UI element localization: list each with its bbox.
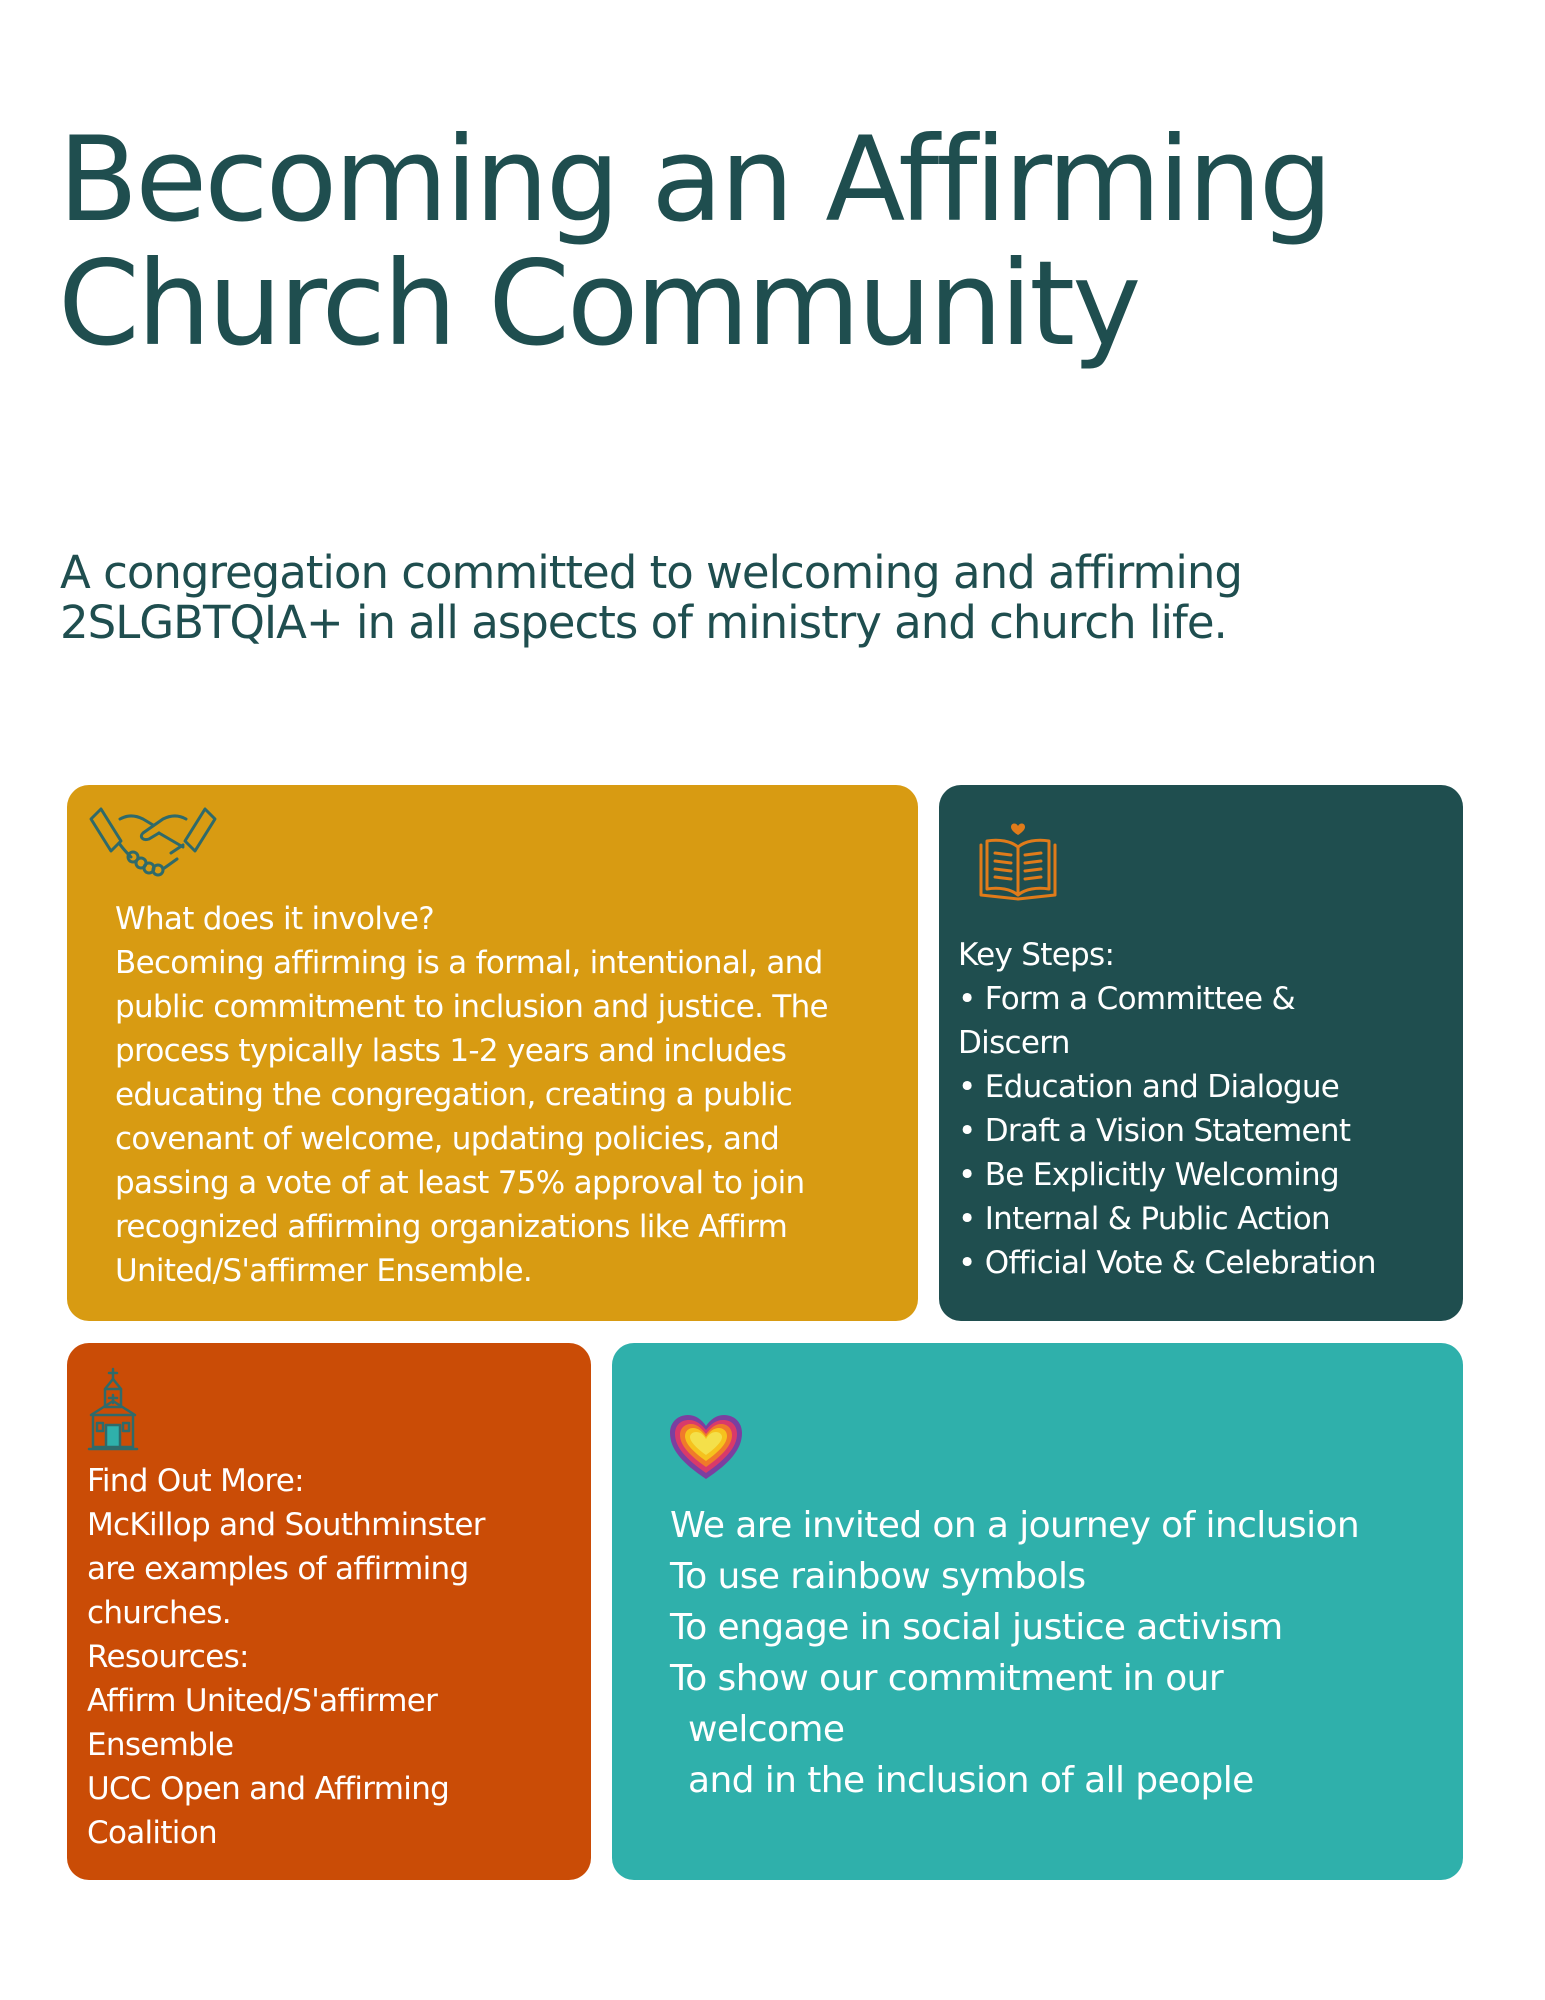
page-subtitle (60, 548, 1500, 648)
involve-text (115, 897, 828, 1293)
more-link: UCC Open and Affirming (87, 1771, 450, 1807)
find-out-more-card (67, 1343, 591, 1880)
journey-line: welcome (688, 1709, 845, 1750)
involve-line: educating the congregation, creating a public (115, 1077, 793, 1113)
steps-item: • Be Explicitly Welcoming (958, 1157, 1339, 1193)
involve-line: passing a vote of at least 75% approval to join (115, 1165, 805, 1201)
journey-line: To show our commitment in our (670, 1658, 1224, 1699)
involve-card (67, 785, 918, 1321)
steps-item: • Form a Committee & (958, 981, 1296, 1017)
involve-heading: What does it involve? (115, 901, 435, 937)
involve-line: Becoming affirming is a formal, intentional, and (115, 945, 823, 981)
title-line: Church Community (58, 235, 1139, 372)
key-steps-card (939, 785, 1463, 1321)
church-icon (87, 1367, 139, 1451)
subtitle-line: A congregation committed to welcoming and affirming (60, 546, 1242, 599)
journey-card (612, 1343, 1463, 1880)
more-heading: Resources: (87, 1639, 249, 1675)
title-line: Becoming an Affirming (58, 111, 1330, 248)
journey-line: To use rainbow symbols (670, 1556, 1086, 1597)
rainbow-heart-icon (668, 1413, 744, 1481)
steps-item: • Draft a Vision Statement (958, 1113, 1351, 1149)
involve-line: United/S'affirmer Ensemble. (115, 1253, 532, 1289)
steps-item: • Internal & Public Action (958, 1201, 1330, 1237)
involve-line: process typically lasts 1-2 years and includes (115, 1033, 787, 1069)
more-line: are examples of affirming (87, 1551, 469, 1587)
steps-item: • Official Vote & Celebration (958, 1245, 1376, 1281)
involve-line: recognized affirming organizations like Affirm (115, 1209, 788, 1245)
steps-text (958, 933, 1376, 1285)
handshake-icon (87, 799, 219, 879)
steps-item: Discern (958, 1025, 1070, 1061)
more-line: churches. (87, 1595, 231, 1631)
journey-line: To engage in social justice activism (670, 1607, 1283, 1648)
more-line: McKillop and Southminster (87, 1507, 485, 1543)
page-title (58, 111, 1518, 372)
open-book-heart-icon (975, 821, 1061, 907)
steps-heading: Key Steps: (958, 937, 1115, 973)
involve-line: public commitment to inclusion and justice. The (115, 989, 828, 1025)
more-link: Ensemble (87, 1727, 234, 1763)
subtitle-line: 2SLGBTQIA+ in all aspects of ministry and church life. (60, 596, 1227, 649)
more-link: Affirm United/S'affirmer (87, 1683, 438, 1719)
journey-line: and in the inclusion of all people (688, 1760, 1254, 1801)
involve-line: covenant of welcome, updating policies, and (115, 1121, 780, 1157)
more-heading: Find Out More: (87, 1463, 304, 1499)
journey-text (670, 1500, 1359, 1806)
steps-item: • Education and Dialogue (958, 1069, 1340, 1105)
journey-line: We are invited on a journey of inclusion (670, 1505, 1360, 1546)
more-text (87, 1459, 485, 1855)
more-link: Coalition (87, 1815, 217, 1851)
